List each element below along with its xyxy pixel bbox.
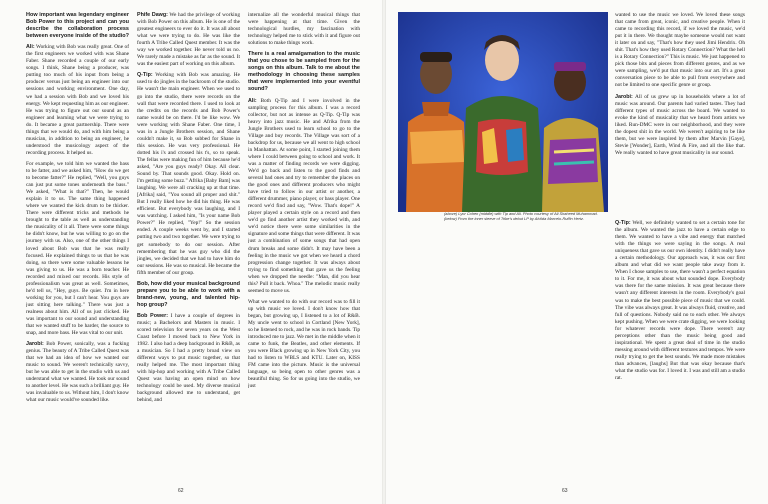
speaker-name: Q-Tip: — [615, 220, 631, 226]
column-5 — [615, 220, 745, 482]
interview-answer — [137, 313, 240, 405]
answer-text: Well, we definitely wanted to set a certain tone for the album. We wanted the jazz to have a certain edge to them. We wanted to have a vibe and energy that matched with the things we were saying in the songs. A real uniqueness that gave us our own identity. I didn't really have a certain methodology. Our approach was, it was our first album and what did we want people take away from it. When I chose samples to use, there wasn't a perfect equation to it. For me, it was about what sounded dope. Everybody was there for the same mission. It was great because there wasn't any different interests in the room. Everybody's goal was to make the best possible piece of music that we could. The vibe was always great. It was always fluid, creative, and full of questions. Nobody said no to each other. We always kept pushing. When we were crate digging, we were looking for whatever records were dope. There weren't any perceptions other than the music being good and inspirational. We spent a great deal of time in the studio messing around with different textures and tempos. We were really trying to get the best sounds. We made more mistakes than advances, [laughs] But that was okay because that's what the studio was for. I loved it. I was and still am a studio rat. — [615, 220, 745, 382]
answer-text: What we wanted to do with our record was to fill it up with music we loved. I don't know how that began, but growing up, I listened to a lot of R&B. My uncle went to school in Cortland [New York], so he listened to rock, and he was in rock bands. Tip introduced me to jazz. We met in the middle when it came to funk, the Beatles, and other elements. If you were Black growing up in New York City, you had to listen to WBLS and KTU. Later on, KISS FM came into the picture. Music is the universal language, so being open to other genres was a beautiful thing. So for us going into the studio, we just — [248, 298, 360, 390]
column-1 — [26, 12, 129, 482]
page-number-right: 63 — [562, 488, 568, 494]
interview-question: Bob, how did your musical background prepare you to be able to work with a brand-new, young, and talented hip-hop group? — [137, 280, 240, 308]
interview-question: How important was legendary engineer Bob Power to this project and can you describe the collaboration process between everyone inside of the studio? — [26, 12, 129, 40]
column-4 — [615, 12, 745, 216]
answer-text: All of us grew up in households where a lot of music was around. Our parents had varied tastes. They had different types of music across the board. We wanted to evoke the kind of musicality that we heard from artists we liked. Run-DMC were in our neighborhood, and they were the dopest shit in the world. We weren't aspiring to be like them, but we were inspired by them after Marvin [Gaye], Stevie [Wonder], Earth, Wind & Fire, and all the like that. We really wanted to have great musicality in our sound. — [615, 93, 745, 156]
page-gutter — [382, 0, 386, 504]
column-2 — [137, 12, 240, 482]
interview-answer — [248, 12, 360, 47]
speaker-name: Bob Power: — [137, 312, 169, 319]
interview-answer — [615, 12, 745, 90]
speaker-name: Phife Dawg: — [137, 12, 168, 18]
answer-text: Bob Power, sonically, was a fucking genius. The beauty of A Tribe Called Quest was that we had an idea of how we wanted our music to sound. We weren't technically savvy, but he was able to get in the studio with us and understand what we wanted. He took our sound to another level. He was such a brilliant guy. He was invaluable to us. Without him, I don't know what our music would've sounded like. — [26, 341, 129, 404]
speaker-name: Ali: — [248, 97, 257, 104]
interview-answer — [248, 299, 360, 391]
photo-caption: (above) Lyor Cohen (middle) with Tip and Ali. Photo courtesy of Ali Shaheed Muhammad. (below) From the inner sleeve of Tribe's debut LP by Alvilda Marcelo-Ruffin Hertz. — [444, 211, 598, 221]
interview-answer — [137, 12, 240, 68]
speaker-name: Jarobi: — [26, 341, 44, 348]
interview-answer — [26, 44, 129, 157]
answer-text: For example, we told him we wanted the bass to be fatter, and we asked him, "How do we get to become fatter?" He replied, "Well, you guys can just put some tones underneath the bass." We asked, "What is that?" Then, he would explain it to us. The same thing happened where we wanted the kick drum to be thicker. There were different tricks and methods he brought to the table as well as understanding the musicality of it all. There were some things he didn't know, but he was willing to go on the journey with us. Also, one of the other things I loved about Bob was that he was really focused. He explained things to us that he was doing, so there were some valuable lessons he was giving to us. He was a born teacher. He recorded and mixed our records. His style of professionalism was great as well. Sometimes, he'd tell us, "Hey, guys. Be quiet. I'm in here working for you, but I can't hear. You guys are just sitting here talking." There was just a realness about him. All of us just clicked. He was important to our sound and understanding that we wanted stuff to be harder, the source to snap, and more bass. He was vital to our unit. — [26, 160, 129, 337]
column-6 — [398, 218, 608, 482]
interview-answer — [26, 341, 129, 404]
speaker-name: Ali: — [26, 44, 35, 51]
interview-question: There is a real amalgamation to the music that you chose to be sampled from for the songs on this album. Talk to me about the methodology in choosing these samples that were implemented into your eventful sound? — [248, 51, 360, 93]
answer-text: Both Q-Tip and I were involved in the sampling process for this album. I was a record collector, but not as intense as Q-Tip. Q-Tip was heavy into jazz music. He and Afrika from the Jungle Brothers used to learn school to go to the Village and buy records. The Village was sort of a backdrop for us, because we all went to high school in Manhattan. At some point, I started joining them where I could between going to school and work. It was a matter of finding records we were digging. We'd go back and listen to the good finds and several bad ones and try to remember the places on the good ones and different producers who might have tried to follow in our artist or another, a different drummer, piano player, or bass player. One record we'd find and say, "Wow. That's dope!" A player played a certain style on a record and then we'd go find another artist they worked with, and we'd notice there were some similarities in the signature and some things that were different. It was just a combination of some songs that had open drum breaks and some didn't. It may have been a feeling in the music we got when we heard a chord progression change together. It was always about trying to find something that gave us the feeling when we dropped the needle: "Man, did you hear this? Pull it back. Whoa." The melodic music really seemed to move us. — [248, 97, 360, 294]
speaker-name: Jarobi: — [615, 93, 633, 100]
group-photo-image — [398, 12, 608, 212]
interview-answer — [248, 98, 360, 295]
interview-answer — [137, 72, 240, 276]
page-number-left: 62 — [178, 488, 184, 494]
answer-text: Working with Bob was really great. One of the first engineers we worked with was Shane Faber. Shane recorded a couple of our early songs. I think, Shane being a producer, was putting too much of his input from being a producer versus just being an engineer into our sessions and working environment. One day, we had a session with Bob and we loved his energy. We kept requesting him as our engineer. He was trying to figure out our sound as an engineer and learning what we were trying to do. It became a great partnership. There were things that we would do, and with him being a musician, in addition to being an engineer, he understood the musicology aspect of the recording process. It helped us. — [26, 44, 129, 156]
speaker-name: Q-Tip: — [137, 72, 153, 79]
column-3 — [248, 12, 360, 482]
answer-text: Working with Bob was amazing. He used to do jingles in the backroom of the studio. He wasn't the main engineer. When we used to go into the studio, there were records on the wall that were recorded there. I used to look at the credits on the records and Bob Power's name would be on there. I'd be like wow. We were working with Shane Faber. One time, I was in a Jungle Brothers session, and Shane couldn't make it, so Bob subbed for Shane in this session. He was very professional. He dotted his i's and crossed his t's, so to speak. The fellas were making fun of him because he'd asked, "Are you guys ready? Okay. All clear. Sound by. That sounds good. Okay. Hold on. I'm getting some buzz." Afrika [Baby Bam] was laughing. We were all cracking up at that time. [Afrika] said, "You sound all proper and shit." But I really liked how he did his thing. He was efficient. But everybody was laughing, and I was watching. I asked him, "Is your name Bob Power?" He replied, "Yep!" So the session ended. A couple weeks went by, and I started putting two and two together. We were trying to get somebody to do our session. After remembering that he was guy who did the jingles, we decided that we had to have him do our sessions. He was so musical. He became the fifth member of our group. — [137, 72, 240, 276]
interview-answer — [615, 94, 745, 157]
answer-text: internalize all the wonderful musical things that were happening at that time. Given the technological hurdles, my fascination with technology helped me to stick with it and figure out solutions to make things work. — [248, 12, 360, 47]
answer-text: I have a couple of degrees in music; a Bachelors and Masters in music. I scored television for seven years on the West Coast before I moved back to New York in 1982. I also had a deep background in R&B, as a musician. So I had a pretty broad view on different ways to put music together, so that really helped me. The most important thing with hip-hop and working with A Tribe Called Quest was having an open mind on how technology could be used. My diverse musical background allowed me to understand, get behind, and — [137, 312, 240, 404]
answer-text: wanted to use the music we loved. We loved these songs that came from great, iconic, and creative people. When it came to recording this record, if we loved the music, we'd put it in there. We thought maybe someone would not want it later on and say, "That's how they used Jimi Hendrix. Oh shit. That's how they used Rotary Connection? What the hell is a Rotary Connection?" This is music. We just happened to pick those bits and pieces from different genres, and as we were sampling, we'd put that music into our art. It's a great conversation piece to be able to pull from everywhere and not be limited to one specific genre or group. — [615, 12, 745, 89]
interview-answer — [26, 161, 129, 337]
group-photo — [398, 12, 608, 212]
answer-text: We had the privilege of working with Bob Power on this album. He is one of the greatest engineers to ever do it. It was all about what we were trying to do. He was like the fourth A Tribe Called Quest member. It was the way we worked together. He never told us no. We rarely made a mistake as far as the sound. It was the easiest part of working on this album. — [137, 12, 240, 68]
interview-answer — [615, 220, 745, 382]
